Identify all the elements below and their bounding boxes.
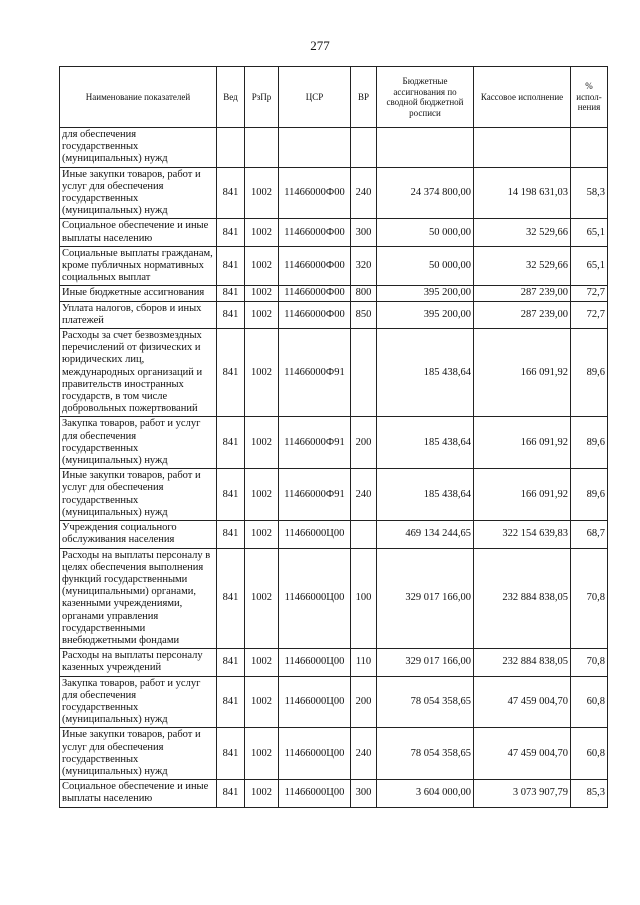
cell-vr: 300 (351, 780, 377, 807)
table-row (60, 219, 608, 246)
cell-vr: 240 (351, 728, 377, 780)
cell-name: Закупка товаров, работ и услуг для обеспечения государственных (муниципальных) нужд (60, 417, 217, 469)
table-row (60, 417, 608, 469)
cell-name: Иные закупки товаров, работ и услуг для обеспечения государственных (муниципальных) нужд (60, 469, 217, 521)
cell-name: Социальные выплаты гражданам, кроме публичных нормативных социальных выплат (60, 246, 217, 286)
cell-name: Иные закупки товаров, работ и услуг для обеспечения государственных (муниципальных) нужд (60, 728, 217, 780)
header-cash: Кассовое исполнение (474, 67, 571, 128)
cell-cash: 32 529,66 (474, 219, 571, 246)
cell-budget: 469 134 244,65 (377, 521, 474, 548)
cell-vr: 100 (351, 548, 377, 649)
cell-vr: 850 (351, 301, 377, 328)
cell-rzpr: 1002 (245, 728, 279, 780)
cell-percent: 60,8 (571, 676, 608, 728)
cell-rzpr: 1002 (245, 286, 279, 301)
cell-csr: 11466000Ф91 (279, 417, 351, 469)
cell-ved: 841 (217, 329, 245, 417)
cell-rzpr: 1002 (245, 676, 279, 728)
cell-name: для обеспечения государственных (муниципальных) нужд (60, 128, 217, 168)
cell-budget (377, 128, 474, 168)
cell-vr: 200 (351, 417, 377, 469)
cell-csr: 11466000Ф00 (279, 219, 351, 246)
cell-rzpr: 1002 (245, 167, 279, 219)
cell-cash: 166 091,92 (474, 469, 571, 521)
cell-cash: 232 884 838,05 (474, 649, 571, 676)
cell-rzpr: 1002 (245, 301, 279, 328)
cell-vr: 300 (351, 219, 377, 246)
cell-cash: 287 239,00 (474, 286, 571, 301)
cell-ved: 841 (217, 246, 245, 286)
cell-name: Закупка товаров, работ и услуг для обеспечения государственных (муниципальных) нужд (60, 676, 217, 728)
cell-rzpr: 1002 (245, 469, 279, 521)
cell-name: Иные бюджетные ассигнования (60, 286, 217, 301)
cell-csr: 11466000Ф00 (279, 246, 351, 286)
table-row (60, 649, 608, 676)
cell-cash: 14 198 631,03 (474, 167, 571, 219)
cell-csr: 11466000Ф91 (279, 469, 351, 521)
cell-rzpr: 1002 (245, 649, 279, 676)
header-name: Наименование показателей (60, 67, 217, 128)
cell-ved: 841 (217, 780, 245, 807)
cell-cash: 32 529,66 (474, 246, 571, 286)
header-percent: % испол-нения (571, 67, 608, 128)
table-row (60, 329, 608, 417)
cell-cash: 166 091,92 (474, 329, 571, 417)
cell-csr: 11466000Ц00 (279, 548, 351, 649)
cell-budget: 395 200,00 (377, 286, 474, 301)
cell-rzpr: 1002 (245, 417, 279, 469)
cell-csr: 11466000Ц00 (279, 780, 351, 807)
header-vr: ВР (351, 67, 377, 128)
table-header-row (60, 67, 608, 128)
cell-vr: 110 (351, 649, 377, 676)
cell-rzpr: 1002 (245, 219, 279, 246)
cell-cash: 47 459 004,70 (474, 728, 571, 780)
cell-ved: 841 (217, 286, 245, 301)
cell-name: Социальное обеспечение и иные выплаты населению (60, 780, 217, 807)
cell-budget: 329 017 166,00 (377, 548, 474, 649)
cell-csr: 11466000Ф00 (279, 167, 351, 219)
cell-percent: 65,1 (571, 246, 608, 286)
cell-cash: 47 459 004,70 (474, 676, 571, 728)
table-row (60, 128, 608, 168)
cell-name: Социальное обеспечение и иные выплаты населению (60, 219, 217, 246)
cell-budget: 78 054 358,65 (377, 676, 474, 728)
cell-csr (279, 128, 351, 168)
header-csr: ЦСР (279, 67, 351, 128)
cell-vr (351, 521, 377, 548)
table-row (60, 246, 608, 286)
header-rzpr: РзПр (245, 67, 279, 128)
header-budget: Бюджетные ассигнования по сводной бюджетной росписи (377, 67, 474, 128)
cell-cash (474, 128, 571, 168)
table-row (60, 286, 608, 301)
cell-rzpr: 1002 (245, 780, 279, 807)
cell-vr: 200 (351, 676, 377, 728)
table-row (60, 301, 608, 328)
header-ved: Вед (217, 67, 245, 128)
cell-csr: 11466000Ц00 (279, 649, 351, 676)
cell-percent: 65,1 (571, 219, 608, 246)
cell-budget: 185 438,64 (377, 329, 474, 417)
cell-ved (217, 128, 245, 168)
cell-ved: 841 (217, 649, 245, 676)
cell-name: Уплата налогов, сборов и иных платежей (60, 301, 217, 328)
cell-budget: 329 017 166,00 (377, 649, 474, 676)
page-number: 277 (310, 38, 330, 53)
cell-ved: 841 (217, 469, 245, 521)
cell-csr: 11466000Ц00 (279, 521, 351, 548)
cell-name: Учреждения социального обслуживания населения (60, 521, 217, 548)
cell-csr: 11466000Ц00 (279, 728, 351, 780)
cell-rzpr: 1002 (245, 548, 279, 649)
cell-budget: 50 000,00 (377, 246, 474, 286)
cell-budget: 50 000,00 (377, 219, 474, 246)
cell-percent: 72,7 (571, 286, 608, 301)
table-row (60, 167, 608, 219)
cell-percent: 70,8 (571, 649, 608, 676)
cell-csr: 11466000Ц00 (279, 676, 351, 728)
cell-percent (571, 128, 608, 168)
cell-percent: 85,3 (571, 780, 608, 807)
cell-percent: 68,7 (571, 521, 608, 548)
table-row (60, 780, 608, 807)
cell-vr: 800 (351, 286, 377, 301)
cell-budget: 185 438,64 (377, 469, 474, 521)
cell-name: Расходы на выплаты персоналу казенных учреждений (60, 649, 217, 676)
cell-percent: 58,3 (571, 167, 608, 219)
cell-budget: 78 054 358,65 (377, 728, 474, 780)
cell-vr (351, 329, 377, 417)
cell-percent: 89,6 (571, 469, 608, 521)
cell-ved: 841 (217, 219, 245, 246)
cell-vr (351, 128, 377, 168)
cell-cash: 3 073 907,79 (474, 780, 571, 807)
cell-cash: 322 154 639,83 (474, 521, 571, 548)
cell-csr: 11466000Ф00 (279, 286, 351, 301)
cell-budget: 185 438,64 (377, 417, 474, 469)
cell-percent: 72,7 (571, 301, 608, 328)
cell-csr: 11466000Ф91 (279, 329, 351, 417)
cell-vr: 240 (351, 469, 377, 521)
cell-ved: 841 (217, 548, 245, 649)
cell-percent: 89,6 (571, 329, 608, 417)
table-row (60, 728, 608, 780)
table-row (60, 469, 608, 521)
budget-execution-table (59, 66, 608, 808)
cell-rzpr: 1002 (245, 246, 279, 286)
cell-vr: 240 (351, 167, 377, 219)
cell-cash: 232 884 838,05 (474, 548, 571, 649)
cell-ved: 841 (217, 728, 245, 780)
cell-rzpr: 1002 (245, 329, 279, 417)
cell-name: Расходы за счет безвозмездных перечислений от физических и юридических лиц, международных организаций и правительств иностранных государств, в том числе добровольных пожертвований (60, 329, 217, 417)
cell-cash: 287 239,00 (474, 301, 571, 328)
cell-percent: 60,8 (571, 728, 608, 780)
cell-name: Расходы на выплаты персоналу в целях обеспечения выполнения функций государственными (муниципальными) органами, казенными учреждениями, органами управления государственными внебюджетными фондами (60, 548, 217, 649)
cell-ved: 841 (217, 521, 245, 548)
cell-name: Иные закупки товаров, работ и услуг для обеспечения государственных (муниципальных) нужд (60, 167, 217, 219)
cell-rzpr: 1002 (245, 521, 279, 548)
cell-vr: 320 (351, 246, 377, 286)
cell-ved: 841 (217, 417, 245, 469)
cell-csr: 11466000Ф00 (279, 301, 351, 328)
cell-percent: 89,6 (571, 417, 608, 469)
cell-rzpr (245, 128, 279, 168)
table-row (60, 676, 608, 728)
cell-ved: 841 (217, 676, 245, 728)
cell-ved: 841 (217, 301, 245, 328)
table-row (60, 521, 608, 548)
cell-budget: 395 200,00 (377, 301, 474, 328)
cell-budget: 3 604 000,00 (377, 780, 474, 807)
cell-cash: 166 091,92 (474, 417, 571, 469)
cell-percent: 70,8 (571, 548, 608, 649)
table-row (60, 548, 608, 649)
cell-budget: 24 374 800,00 (377, 167, 474, 219)
cell-ved: 841 (217, 167, 245, 219)
